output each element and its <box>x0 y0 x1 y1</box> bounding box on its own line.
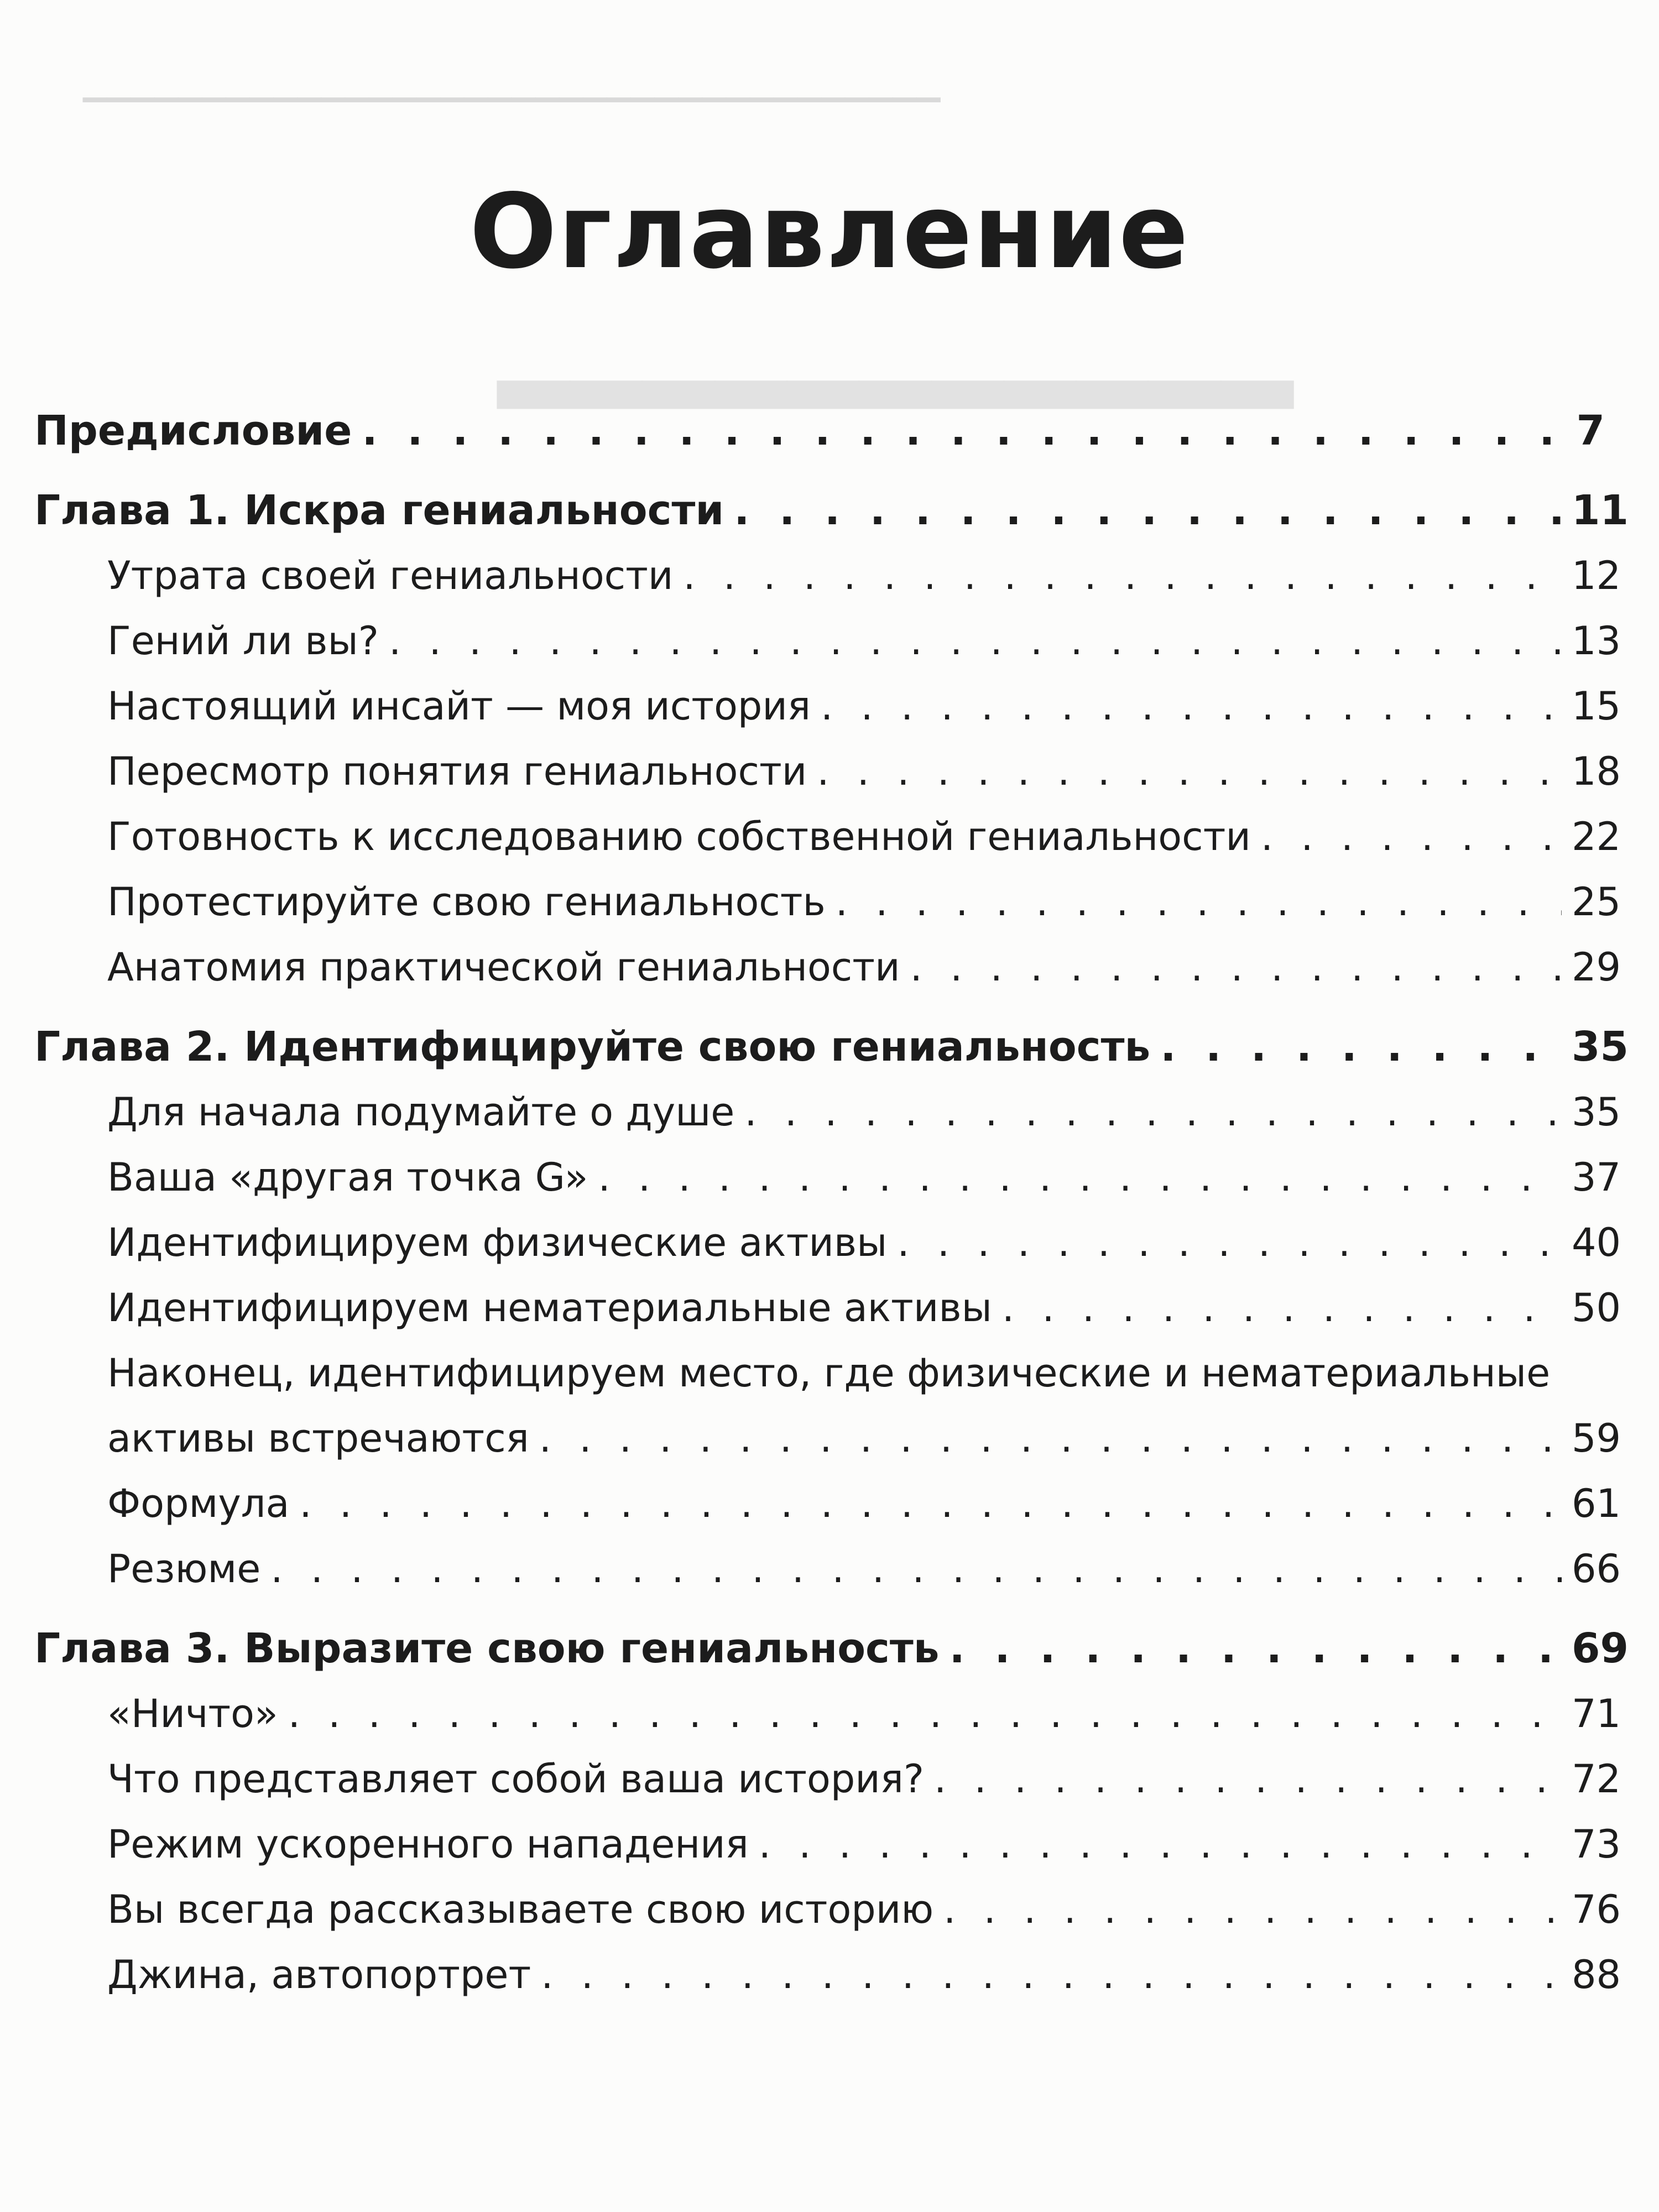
toc-page-number: 12 <box>1572 553 1621 598</box>
leader-dots <box>288 1681 1562 1746</box>
toc-entry-section[interactable] <box>34 674 1621 739</box>
bleed-through-heading: ▂▂▂▂▂▂▂▂▂▂▂ <box>498 299 1293 408</box>
toc-page-number: 71 <box>1572 1691 1621 1736</box>
toc-entry-label: Идентифицируем физические активы <box>107 1220 888 1265</box>
toc-entry-section[interactable] <box>34 1877 1621 1942</box>
toc-entry-section-line2[interactable] <box>34 1406 1621 1471</box>
toc-entry-label: Что представляет собой ваша история? <box>107 1756 925 1802</box>
toc-entry-label: Наконец, идентифицируем место, где физические и нематериальные <box>107 1350 1551 1396</box>
toc-page-number: 22 <box>1572 814 1621 859</box>
toc-entry-section[interactable] <box>34 1536 1621 1601</box>
table-of-contents <box>34 398 1629 2007</box>
toc-page-number: 76 <box>1572 1887 1621 1932</box>
toc-page-number: 15 <box>1572 684 1621 729</box>
toc-entry-label: Предисловие <box>34 407 352 455</box>
toc-page-number: 18 <box>1572 749 1621 794</box>
toc-entry-preface[interactable] <box>34 398 1605 463</box>
toc-page-number: 29 <box>1572 945 1621 990</box>
leader-dots <box>299 1471 1562 1536</box>
page-title: Оглавление <box>469 171 1190 291</box>
toc-entry-section[interactable] <box>34 739 1621 804</box>
toc-page-number: 11 <box>1572 487 1629 534</box>
leader-dots <box>821 674 1562 739</box>
toc-entry-chapter-1[interactable] <box>34 478 1629 543</box>
toc-entry-label: Глава 3. Выразите свою гениальность <box>34 1625 940 1672</box>
toc-entry-section[interactable] <box>34 543 1621 608</box>
toc-page-number: 40 <box>1572 1220 1621 1265</box>
leader-dots <box>598 1145 1562 1210</box>
toc-page-number: 66 <box>1572 1546 1621 1592</box>
toc-page-number: 72 <box>1572 1756 1621 1802</box>
leader-dots <box>541 1942 1562 2007</box>
toc-entry-chapter-2[interactable] <box>34 1014 1629 1079</box>
toc-entry-section[interactable] <box>34 1812 1621 1877</box>
toc-entry-section-line1[interactable] <box>34 1340 1605 1406</box>
toc-entry-label: Глава 1. Искра гениальности <box>34 487 724 534</box>
toc-entry-section[interactable] <box>34 935 1621 1000</box>
toc-entry-label: Анатомия практической гениальности <box>107 945 900 990</box>
toc-entry-section[interactable] <box>34 1471 1621 1536</box>
toc-entry-section[interactable] <box>34 804 1621 869</box>
leader-dots <box>270 1536 1562 1601</box>
toc-entry-label: «Ничто» <box>107 1691 278 1736</box>
leader-dots <box>897 1210 1562 1275</box>
leader-dots <box>1160 1014 1562 1079</box>
toc-page-number: 13 <box>1572 618 1621 664</box>
leader-dots <box>683 543 1562 608</box>
toc-page-number: 73 <box>1572 1822 1621 1867</box>
toc-page-number: 37 <box>1572 1155 1621 1200</box>
toc-page-number: 69 <box>1572 1625 1629 1672</box>
toc-entry-label: Готовность к исследованию собственной гениальности <box>107 814 1251 859</box>
toc-entry-label: Режим ускоренного нападения <box>107 1822 749 1867</box>
toc-entry-label: Джина, автопортрет <box>107 1952 531 1997</box>
leader-dots <box>759 1812 1562 1877</box>
toc-entry-section[interactable] <box>34 1681 1621 1746</box>
toc-entry-section[interactable] <box>34 1145 1621 1210</box>
leader-dots <box>744 1079 1562 1145</box>
leader-dots <box>950 1616 1562 1681</box>
toc-entry-section[interactable] <box>34 1275 1621 1340</box>
toc-page-number: 35 <box>1572 1089 1621 1135</box>
toc-entry-label: Идентифицируем нематериальные активы <box>107 1285 992 1331</box>
toc-entry-section[interactable] <box>34 1210 1621 1275</box>
leader-dots <box>1261 804 1562 869</box>
toc-entry-label: Резюме <box>107 1546 261 1592</box>
toc-page-number: 35 <box>1572 1023 1629 1071</box>
toc-entry-section[interactable] <box>34 1079 1621 1145</box>
toc-entry-chapter-3[interactable] <box>34 1616 1629 1681</box>
leader-dots <box>389 608 1562 674</box>
leader-dots <box>362 398 1562 463</box>
leader-dots <box>734 478 1562 543</box>
leader-dots <box>943 1877 1562 1942</box>
toc-entry-label: Пересмотр понятия гениальности <box>107 749 807 794</box>
toc-entry-section[interactable] <box>34 1942 1621 2007</box>
toc-entry-label: Глава 2. Идентифицируйте свою гениальность <box>34 1023 1151 1071</box>
toc-entry-label: Гений ли вы? <box>107 618 379 664</box>
leader-dots <box>836 869 1562 935</box>
toc-entry-label: активы встречаются <box>107 1416 529 1461</box>
toc-entry-label: Утрата своей гениальности <box>107 553 674 598</box>
toc-entry-label: Формула <box>107 1481 290 1526</box>
toc-page-number: 50 <box>1572 1285 1621 1331</box>
toc-page-number: 61 <box>1572 1481 1621 1526</box>
toc-entry-section[interactable] <box>34 1746 1621 1812</box>
toc-entry-section[interactable] <box>34 608 1621 674</box>
leader-dots <box>1002 1275 1562 1340</box>
leader-dots <box>539 1406 1562 1471</box>
toc-entry-label: Вы всегда рассказываете свою историю <box>107 1887 934 1932</box>
toc-entry-label: Для начала подумайте о душе <box>107 1089 735 1135</box>
leader-dots <box>817 739 1562 804</box>
leader-dots <box>934 1746 1562 1812</box>
toc-entry-label: Настоящий инсайт — моя история <box>107 684 811 729</box>
leader-dots <box>910 935 1562 1000</box>
toc-page-number: 59 <box>1572 1416 1621 1461</box>
toc-entry-section[interactable] <box>34 869 1621 935</box>
toc-entry-label: Ваша «другая точка G» <box>107 1155 588 1200</box>
toc-page-number: 25 <box>1572 879 1621 925</box>
bleed-through-text: ▁▁▁▁▁▁▁▁▁▁▁▁▁▁▁▁▁▁▁▁▁▁▁▁▁▁▁▁▁▁▁▁▁▁▁▁ <box>83 66 941 102</box>
toc-page-number: 7 <box>1576 407 1605 455</box>
toc-entry-label: Протестируйте свою гениальность <box>107 879 826 925</box>
toc-page-number: 88 <box>1572 1952 1621 1997</box>
